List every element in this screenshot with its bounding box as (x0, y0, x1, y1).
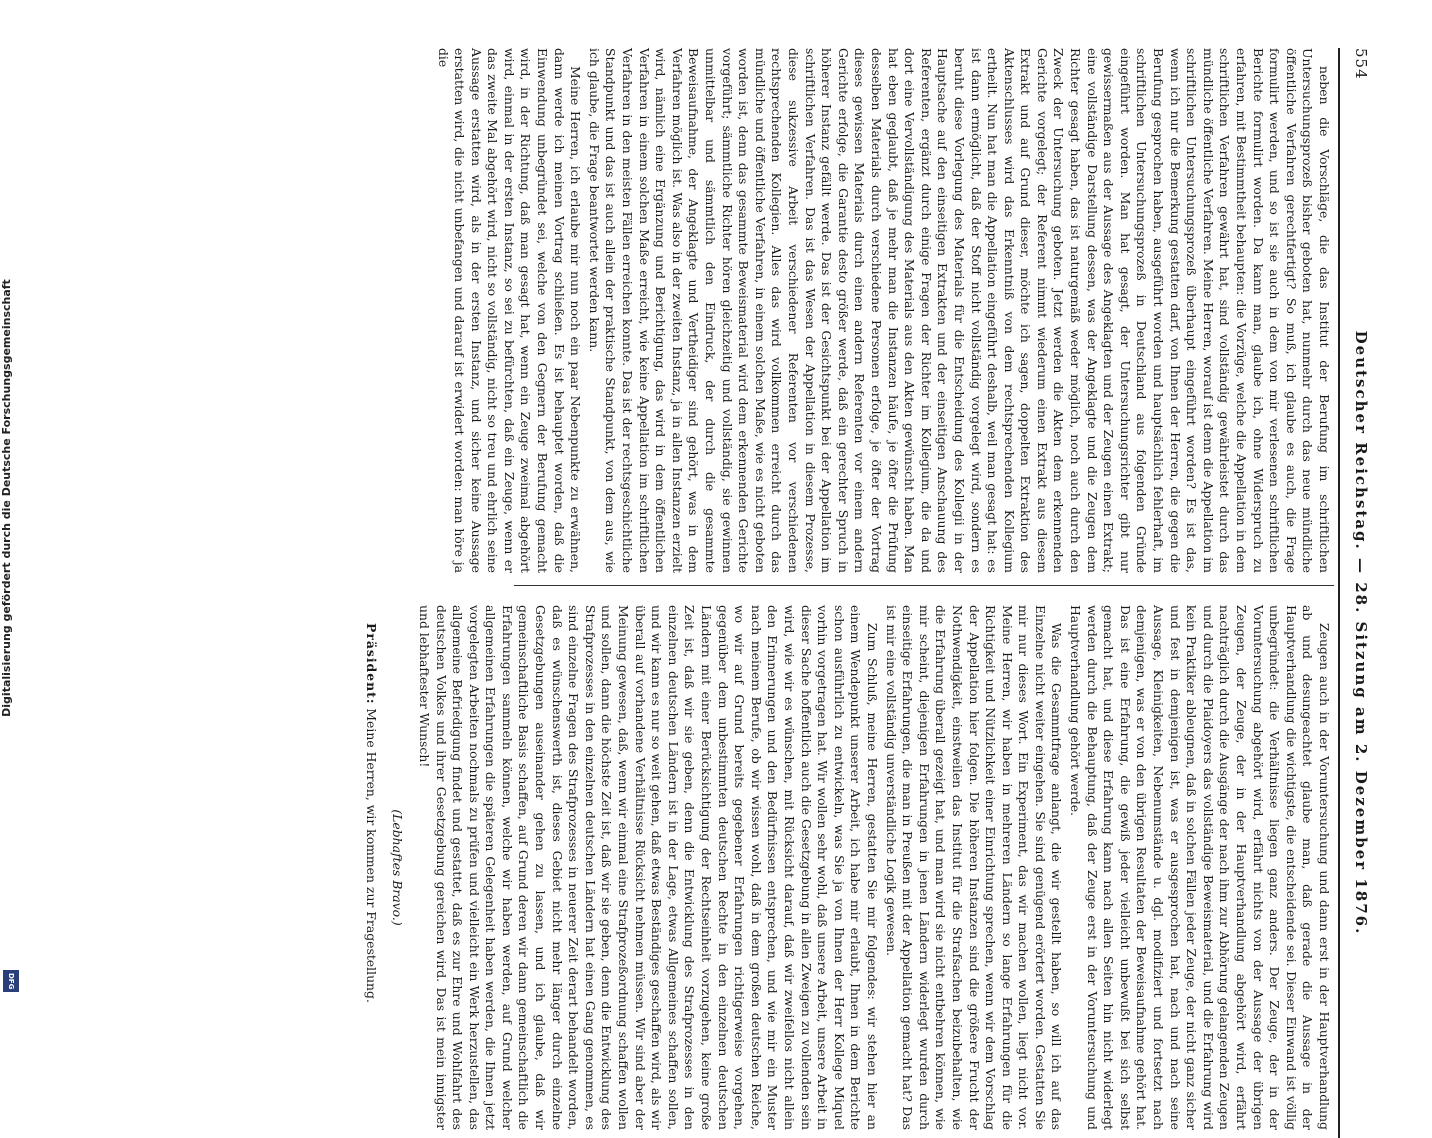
paragraph: neben die Vorschläge, die das Institut der Berufung im schriftlichen Untersuchungsprozeß bisher geboten hat, nunmehr durch das neue mündliche öffentliche Verfahren gerechtfertigt? So muß, ich glaube es auch, die Frage formulirt werden, und so ist sie auch in dem von mir verlesenen schriftlichen Berichte formulirt worden. Da kann man, glaube ich, ohne Widerspruch zu erfahren, mit Bestimmtheit behaupten: die Vorzüge, welche die Appellation in dem schriftlichen Verfahren gewährt hat, sind vollständig gewährleistet durch das mündliche öffentliche Verfahren. Meine Herren, worauf ist denn die Appellation im schriftlichen Untersuchungsprozeß überhaupt eingeführt worden? Es ist das, wenn ich nur die Bemerkung gestatten darf, von Ihnen der Herren, die gegen die Berufung gesprochen haben, ausgeführt worden und hauptsächlich fehlerhaft, im schriftlichen Untersuchungsprozeß in Deutschland aus folgenden Gründe eingeführt worden. Man hat gesagt, der Untersuchungsrichter gibt nur gewissermaßen aus der Aussage des Angeklagten und der Zeugen einen Extrakt; eine vollständige Darstellung dessen, was der Angeklagte und die Zeugen dem Richter gesagt haben, das ist naturgemäß weder möglich, noch auch durch den Zweck der Untersuchung geboten. Jetzt werden die Akten dem erkennenden Gerichte vorgelegt; der Referent nimmt wiederum einen Extrakt aus diesem Extrakt und auf Grund dieser, möchte ich sagen, doppelten Extraktion des Aktenschlusses wird das Erkenntniß von dem rechtsprechenden Kollegium ertheilt. Nun hat man die Appellation eingeführt deshalb, weil man gesagt hat: es ist dann ermöglicht, daß der Stoff nicht vollständig vorgelegt wird, sondern es beruht diese Vorlegung des Materials für die Entscheidung des Kollegii in der Hauptsache auf den einseitigen Extrakten und der einseitigen Anschauung des Referenten, ergänzt durch einige Fragen der Richter im Kollegium, die da und dort eine Vervollständigung des Materials aus den Akten gewünscht haben. Man hat eben geglaubt, daß je mehr man die Instanzen häufe, je öfter die Prüfung desselben Materials durch verschiedene Personen erfolge, je öfter der Vortrag dieses gewissen Materials durch einen andern Referenten vor einem andern Gerichte erfolge, die Garantie desto größer werde, daß ein gerechter Spruch in höherer Instanz gefällt werde. Das ist der Gesichtspunkt bei der Appellation im schriftlichen Verfahren. Das ist das Wesen der Appellation in diesem Prozesse, diese sukzessive Arbeit verschiedener Referenten vor verschiedenen rechtsprechenden Kollegien. Alles das wird vollkommen erreicht durch das mündliche und öffentliche Verfahren, in einem solchen Maße, wie es nicht geboten worden ist, denn das gesammte Beweismaterial wird dem erkennenden Gerichte vorgeführt; sämmtliche Richter hören gleichzeitig und vollständig, sie gewinnen unmittelbar und sämmtlich den Eindruck, der durch die gesammte Beweisaufnahme, der Angeklagte und Vertheidiger sind gehört, was in dem Verfahren möglich ist. Was also in der zweiten Instanz, ja in allen Instanzen erzielt wird, nämlich eine Ergänzung und Berichtigung, das wird in dem öffentlichen Verfahren in einem solchen Maße erreicht, wie keine Appellation im schriftlichen Verfahren in den meisten Fällen erreichen konnte. Das ist der rechtsgeschichtliche Standpunkt und das ist auch allein der praktische Standpunkt, von dem aus, wie ich glaube, die Frage beantwortet werden kann. (586, 48, 1332, 573)
digitization-strip (0, 0, 22, 1000)
paragraph: Zeugen auch in der Voruntersuchung und dann erst in der Hauptverhandlung ab und desungeachtet glaube man, daß gerade die Aussage in der Hauptverhandlung die wichtigste, die entscheidende sei. Dieser Einwand ist völlig unbegründet: die Verhältnisse liegen ganz anders. Der Zeuge, der in der Voruntersuchung abgehört wird, erfährt nichts von der Aussage der übrigen Zeugen, der Zeuge, der in der Hauptverhandlung abgehört wird, erfährt nachträglich durch die Ausgänge der nach ihm zur Abhörung gelangenden Zeugen und durch die Plaidoyers das vollständige Beweismaterial, und die Erfahrung wird kein Praktiker ableugnen, daß in solchen Fällen jeder Zeuge, der nicht ganz sicher und fest in demjenigen ist, was er ausgesprochen hat, nach und nach seine Aussage, Kleinigkeiten, Nebenumstände u. dgl. modifiziert und fortsetzt nach demjenigen, was er von den übrigen Resultaten der Beweisaufnahme gehört hat. Das ist eine Erfahrung, die gewiß jeder vielleicht unbewußt bei sich selbst gemacht hat, und diese Erfahrung kann nach allen Seiten hin nicht widerlegt werden durch die Behauptung, daß der Zeuge erst in der Voruntersuchung und Hauptverhandlung gehört werde. (1068, 605, 1332, 1130)
president-statement (362, 605, 379, 1130)
paragraph: Meine Herren, ich erlaube mir nun noch ein paar Nebenpunkte zu erwähnen, dann werde ich meinen Vortrag schließen. Es ist behauptet worden, daß die Einwendung unbegründet sei, welche von den Gegnern der Berufung gemacht wird, in der Richtung, daß man gesagt hat, wenn ein Zeuge zweimal abgehört wird, einmal in der ersten Instanz, so sei zu befürchten, daß ein Zeuge, wenn er das zweite Mal abgehört wird, nicht so vollständig, nicht so treu und ehrlich seine Aussage erstatten wird, als in der ersten Instanz, und sicher keine Aussage erstatten wird, die nicht unbefangen und darauf ist erwidert worden: man höre ja die (435, 48, 584, 573)
right-column (362, 605, 1332, 1130)
running-title: Deutscher Reichstag. — 28. Sitzung am 2. Dezember 1876. (1352, 330, 1370, 936)
speaker-name: Präsident: (363, 623, 379, 705)
digitization-credit: Digitalisierung gefördert durch die Deutsche Forschungsgemeinschaft (0, 279, 13, 717)
running-header (1340, 48, 1370, 1138)
page-number: 554 (1352, 48, 1370, 80)
dfg-logo: DFG (3, 970, 19, 992)
left-column (434, 48, 1332, 573)
speaker-text: Meine Herren, wir kommen zur Fragestellung. (363, 708, 379, 1003)
interjection: (Lebhaftes Bravo.) (390, 809, 406, 926)
header-rule (1338, 48, 1340, 1138)
column-divider (514, 585, 1334, 586)
paragraph: Was die Gesammtfrage anlangt, die wir gestellt haben, so will ich auf das Einzelne nicht weiter eingehen. Sie sind genügend erörtert worden. Gestatten Sie mir nur dieses Wort. Ein Experiment, das wir machen wollen, liegt nicht vor. Meine Herren, wir haben in mehreren Ländern so lange Erfahrungen für die Richtigkeit und Nützlichkeit einer Einrichtung sprechen, wenn wir dem Vorschlag der Appellation hier folgen. Die höheren Instanzen sind die größere Frucht der Nothwendigkeit, einstweilen das Institut für die Strafsachen beizubehalten, wie die Erfahrung überall gezeigt hat, und man wird sie nicht entbehren können, wie mir scheint, diejenigen Erfahrungen in jenen Ländern widerlegt wurden durch einseitige Erfahrungen, die man in Preußen mit der Appellation gemacht hat? Das ist mir eine vollständig unverständliche Logik gewesen. (883, 605, 1065, 1130)
paragraph: Zum Schluß, meine Herren, gestatten Sie mir folgendes: wir stehen hier an einem Wendepunkt unserer Arbeit, ich habe mir erlaubt, Ihnen in dem Berichte schon ausführlich zu entwickeln, was Sie ja von Ihnen der Herr Kollege Miquel vorhin vorgetragen hat. Wir wollen sehr wohl, daß unsere Arbeit, unsere Arbeit in dieser Sache hoffentlich auch die Gesetzgebung in allen Zweigen zu vollenden sein wird, wie wir es wünschen, mit Rücksicht darauf, daß wir zweifellos nicht allein den Erinnerungen und den Bedürfnissen entsprechen, und wie mir ein Muster nach meinem Berufe, ob wir wissen wohl, daß in dem großen deutschen Reiche, wo wir auf Grund bereits gegebener Erfahrungen richtigerweise vorgehen, gegenüber dem unbestimmten deutschen Rechte in den einzelnen deutschen Ländern mit einer Berücksichtigung der Rechtseinheit vorzugehen, keine große Zeit ist, daß wir sie geben, denn die Entwicklung des Strafprozesses in den einzelnen deutschen Ländern ist in der Lage, etwas Allgemeines schaffen sollen, und wir kann es nur so weit gehen, daß etwas Beständiges geschaffen wird, als wir überall auf vorhandene Verhältnisse Rücksicht nehmen müssen. Wir sind aber der Meinung gewesen, daß, wenn wir einmal eine Strafprozeßordnung schaffen wollen und sollen, dann die höchste Zeit ist, daß wir sie geben, denn die Entwicklung des Strafprozesses in den einzelnen deutschen Ländern hat einen Gang genommen, es sind einzelne Fragen des Strafprozesses in neuerer Zeit derart behandelt worden, daß es wünschenswerth ist, dieses Gebiet nicht mehr länger durch einzelne Gesetzgebungen auseinander gehen zu lassen, und ich glaube, daß wir gemeinschaftliche Basis schaffen, auf Grund deren wir dann gemeinschaftlich die Erfahrungen sammeln können, welche wir haben werden, auf Grund welcher allgemeinen Erfahrungen die späteren Gelegenheit haben werden, die Ihnen jetzt vorgelegten Arbeiten nochmals zu prüfen und vielleicht ein Werk herzustellen, das allgemeine Befriedigung findet und gestattet, daß es zur Ehre und Wohlfahrt des deutschen Volkes und ihrer Gesetzgebung gereichen wird. Das ist mein innigster und lebhaftester Wunsch! (416, 605, 880, 1130)
